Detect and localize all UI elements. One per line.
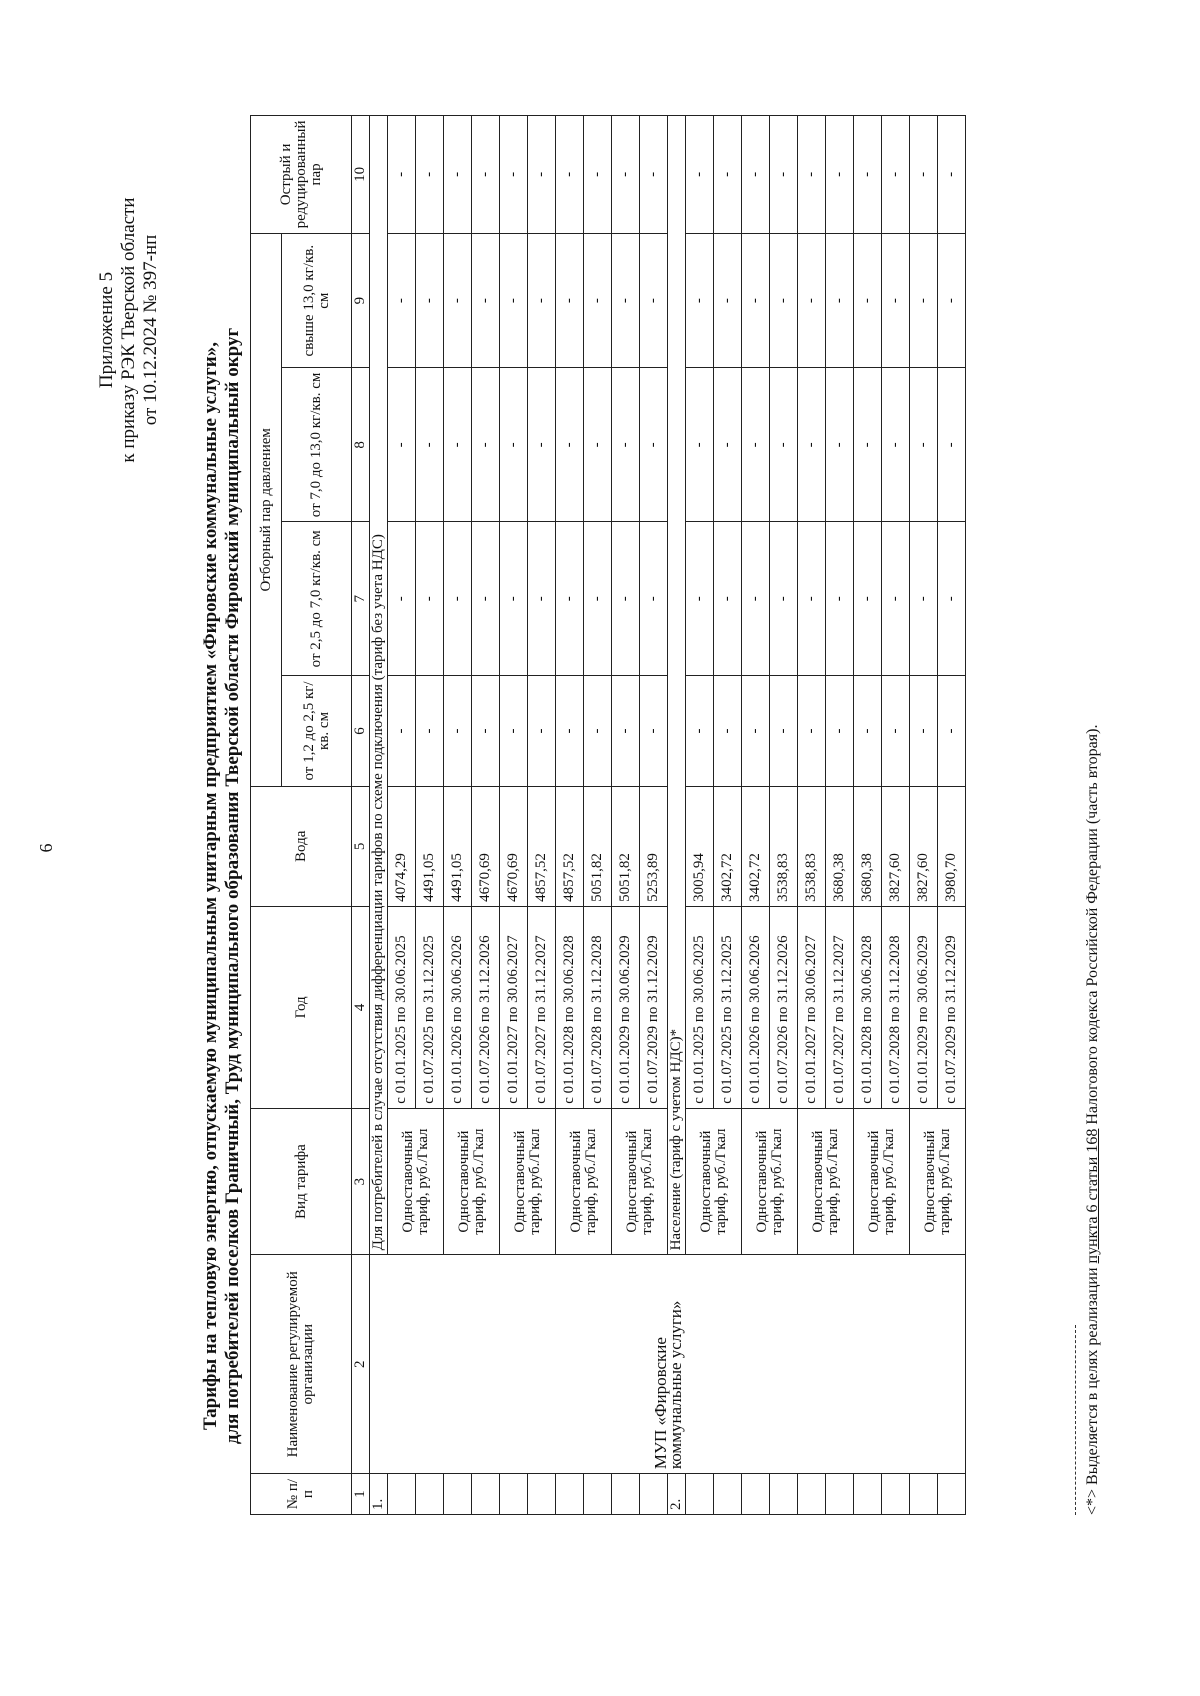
header-org: Наименование регулируемой организации xyxy=(251,1255,352,1474)
steam-tariff-cell: - xyxy=(472,233,500,368)
water-tariff-cell: 3980,70 xyxy=(938,786,966,906)
water-tariff-cell: 5253,89 xyxy=(640,786,668,906)
steam-tariff-cell: - xyxy=(686,676,714,787)
steam-tariff-cell: - xyxy=(472,368,500,522)
water-tariff-cell: 5051,82 xyxy=(612,786,640,906)
steam-tariff-cell: - xyxy=(686,233,714,368)
steam-tariff-cell: - xyxy=(910,676,938,787)
tariff-kind-cell: Одноставочный тариф, руб./Гкал xyxy=(798,1108,854,1255)
steam-tariff-cell: - xyxy=(640,233,668,368)
row-number-cell xyxy=(640,1474,668,1515)
row-number-cell xyxy=(388,1474,416,1515)
steam-tariff-cell: - xyxy=(556,233,584,368)
column-index: 10 xyxy=(352,116,370,234)
steam-tariff-cell: - xyxy=(500,116,528,234)
steam-tariff-cell: - xyxy=(444,116,472,234)
period-cell: с 01.01.2029 по 30.06.2029 xyxy=(612,906,640,1108)
footnote-prefix: <*> Выделяется в целях реализации xyxy=(1084,1263,1101,1515)
steam-tariff-cell: - xyxy=(612,233,640,368)
steam-tariff-cell: - xyxy=(584,522,612,676)
steam-tariff-cell: - xyxy=(388,116,416,234)
column-index-row xyxy=(352,116,370,1515)
steam-tariff-cell: - xyxy=(556,676,584,787)
row-number-cell xyxy=(826,1474,854,1515)
steam-tariff-cell: - xyxy=(910,368,938,522)
period-cell: с 01.01.2029 по 30.06.2029 xyxy=(910,906,938,1108)
header-sharp-steam: Острый и редуцированный пар xyxy=(251,116,352,234)
water-tariff-cell: 4074,29 xyxy=(388,786,416,906)
steam-tariff-cell: - xyxy=(584,676,612,787)
footnote-rule xyxy=(1075,1325,1076,1515)
steam-tariff-cell: - xyxy=(556,116,584,234)
period-cell: с 01.07.2028 по 31.12.2028 xyxy=(584,906,612,1108)
column-index: 4 xyxy=(352,906,370,1108)
header-water: Вода xyxy=(251,786,352,906)
steam-tariff-cell: - xyxy=(388,522,416,676)
steam-tariff-cell: - xyxy=(444,676,472,787)
tariff-kind-cell: Одноставочный тариф, руб./Гкал xyxy=(388,1108,444,1255)
steam-tariff-cell: - xyxy=(472,676,500,787)
tariff-table xyxy=(250,115,966,1515)
steam-tariff-cell: - xyxy=(584,116,612,234)
period-cell: с 01.07.2027 по 31.12.2027 xyxy=(528,906,556,1108)
steam-tariff-cell: - xyxy=(770,676,798,787)
row-number-cell xyxy=(612,1474,640,1515)
steam-tariff-cell: - xyxy=(416,233,444,368)
steam-tariff-cell: - xyxy=(714,522,742,676)
section-title: Для потребителей в случае отсутствия дифференциации тарифов по схеме подключения (тариф без учета НДС) xyxy=(370,116,388,1255)
steam-tariff-cell: - xyxy=(528,676,556,787)
header-pressure-1: от 1,2 до 2,5 кг/кв. см xyxy=(282,676,352,787)
row-number-cell xyxy=(472,1474,500,1515)
steam-tariff-cell: - xyxy=(770,116,798,234)
steam-tariff-cell: - xyxy=(910,233,938,368)
row-number-cell xyxy=(770,1474,798,1515)
steam-tariff-cell: - xyxy=(612,522,640,676)
steam-tariff-cell: - xyxy=(826,676,854,787)
steam-tariff-cell: - xyxy=(798,368,826,522)
tariff-kind-cell: Одноставочный тариф, руб./Гкал xyxy=(612,1108,668,1255)
steam-tariff-cell: - xyxy=(640,522,668,676)
steam-tariff-cell: - xyxy=(686,116,714,234)
period-cell: с 01.07.2029 по 31.12.2029 xyxy=(640,906,668,1108)
steam-tariff-cell: - xyxy=(528,522,556,676)
period-cell: с 01.07.2029 по 31.12.2029 xyxy=(938,906,966,1108)
row-number-cell xyxy=(556,1474,584,1515)
period-cell: с 01.07.2027 по 31.12.2027 xyxy=(826,906,854,1108)
steam-tariff-cell: - xyxy=(388,233,416,368)
water-tariff-cell: 3680,38 xyxy=(826,786,854,906)
steam-tariff-cell: - xyxy=(714,676,742,787)
period-cell: с 01.01.2026 по 30.06.2026 xyxy=(742,906,770,1108)
tariff-kind-cell: Одноставочный тариф, руб./Гкал xyxy=(686,1108,742,1255)
column-index: 1 xyxy=(352,1474,370,1515)
steam-tariff-cell: - xyxy=(854,116,882,234)
steam-tariff-cell: - xyxy=(854,368,882,522)
row-number-cell xyxy=(854,1474,882,1515)
steam-tariff-cell: - xyxy=(500,522,528,676)
period-cell: с 01.01.2025 по 30.06.2025 xyxy=(686,906,714,1108)
header-pressure-4: свыше 13,0 кг/кв. см xyxy=(282,233,352,368)
steam-tariff-cell: - xyxy=(854,676,882,787)
steam-tariff-cell: - xyxy=(500,676,528,787)
row-number-cell xyxy=(500,1474,528,1515)
steam-tariff-cell: - xyxy=(742,676,770,787)
period-cell: с 01.01.2028 по 30.06.2028 xyxy=(854,906,882,1108)
header-year: Год xyxy=(251,906,352,1108)
tariff-kind-cell: Одноставочный тариф, руб./Гкал xyxy=(500,1108,556,1255)
column-index: 8 xyxy=(352,368,370,522)
steam-tariff-cell: - xyxy=(798,116,826,234)
header-kind: Вид тарифа xyxy=(251,1108,352,1255)
water-tariff-cell: 5051,82 xyxy=(584,786,612,906)
row-number-cell xyxy=(686,1474,714,1515)
steam-tariff-cell: - xyxy=(416,368,444,522)
steam-tariff-cell: - xyxy=(444,233,472,368)
steam-tariff-cell: - xyxy=(640,676,668,787)
steam-tariff-cell: - xyxy=(742,233,770,368)
steam-tariff-cell: - xyxy=(798,233,826,368)
water-tariff-cell: 3538,83 xyxy=(798,786,826,906)
period-cell: с 01.07.2026 по 31.12.2026 xyxy=(770,906,798,1108)
organization-name: МУП «Фировские коммунальные услуги» xyxy=(370,1255,966,1474)
water-tariff-cell: 4670,69 xyxy=(472,786,500,906)
steam-tariff-cell: - xyxy=(882,676,910,787)
steam-tariff-cell: - xyxy=(528,233,556,368)
steam-tariff-cell: - xyxy=(640,116,668,234)
row-number-cell xyxy=(798,1474,826,1515)
title-line-2: для потребителей поселков Граничный, Труд муниципального образования Тверской области Фировский муниципальный округ xyxy=(222,327,243,1445)
appendix-line-1: Приложение 5 xyxy=(96,271,117,389)
section-number: 1. xyxy=(370,1474,388,1515)
water-tariff-cell: 3402,72 xyxy=(742,786,770,906)
steam-tariff-cell: - xyxy=(882,116,910,234)
row-number-cell xyxy=(584,1474,612,1515)
row-number-cell xyxy=(938,1474,966,1515)
tariff-kind-cell: Одноставочный тариф, руб./Гкал xyxy=(742,1108,798,1255)
steam-tariff-cell: - xyxy=(584,368,612,522)
water-tariff-cell: 3538,83 xyxy=(770,786,798,906)
document-title xyxy=(200,266,244,1506)
steam-tariff-cell: - xyxy=(686,368,714,522)
steam-tariff-cell: - xyxy=(640,368,668,522)
steam-tariff-cell: - xyxy=(584,233,612,368)
steam-tariff-cell: - xyxy=(882,233,910,368)
tariff-kind-cell: Одноставочный тариф, руб./Гкал xyxy=(910,1108,966,1255)
steam-tariff-cell: - xyxy=(770,522,798,676)
section-row xyxy=(370,116,388,1515)
steam-tariff-cell: - xyxy=(472,522,500,676)
water-tariff-cell: 3827,60 xyxy=(882,786,910,906)
appendix-line-3: от 10.12.2024 № 397-нп xyxy=(140,234,161,426)
steam-tariff-cell: - xyxy=(556,522,584,676)
period-cell: с 01.01.2025 по 30.06.2025 xyxy=(388,906,416,1108)
steam-tariff-cell: - xyxy=(416,522,444,676)
row-number-cell xyxy=(742,1474,770,1515)
steam-tariff-cell: - xyxy=(528,368,556,522)
steam-tariff-cell: - xyxy=(416,676,444,787)
steam-tariff-cell: - xyxy=(826,233,854,368)
appendix-block xyxy=(96,120,162,540)
steam-tariff-cell: - xyxy=(742,116,770,234)
water-tariff-cell: 3005,94 xyxy=(686,786,714,906)
steam-tariff-cell: - xyxy=(910,522,938,676)
steam-tariff-cell: - xyxy=(388,676,416,787)
column-index: 7 xyxy=(352,522,370,676)
water-tariff-cell: 3827,60 xyxy=(910,786,938,906)
water-tariff-cell: 4491,05 xyxy=(444,786,472,906)
column-index: 5 xyxy=(352,786,370,906)
steam-tariff-cell: - xyxy=(770,233,798,368)
water-tariff-cell: 3680,38 xyxy=(854,786,882,906)
period-cell: с 01.07.2025 по 31.12.2025 xyxy=(714,906,742,1108)
steam-tariff-cell: - xyxy=(826,116,854,234)
column-index: 2 xyxy=(352,1255,370,1474)
steam-tariff-cell: - xyxy=(612,676,640,787)
steam-tariff-cell: - xyxy=(714,368,742,522)
steam-tariff-cell: - xyxy=(556,368,584,522)
section-number: 2. xyxy=(668,1474,686,1515)
water-tariff-cell: 4670,69 xyxy=(500,786,528,906)
steam-tariff-cell: - xyxy=(500,368,528,522)
steam-tariff-cell: - xyxy=(528,116,556,234)
page-number: 6 xyxy=(36,843,56,853)
steam-tariff-cell: - xyxy=(742,522,770,676)
steam-tariff-cell: - xyxy=(416,116,444,234)
steam-tariff-cell: - xyxy=(938,368,966,522)
column-index: 3 xyxy=(352,1108,370,1255)
water-tariff-cell: 4857,52 xyxy=(528,786,556,906)
period-cell: с 01.01.2026 по 30.06.2026 xyxy=(444,906,472,1108)
steam-tariff-cell: - xyxy=(444,522,472,676)
steam-tariff-cell: - xyxy=(444,368,472,522)
row-number-cell xyxy=(882,1474,910,1515)
steam-tariff-cell: - xyxy=(826,522,854,676)
period-cell: с 01.07.2028 по 31.12.2028 xyxy=(882,906,910,1108)
row-number-cell xyxy=(714,1474,742,1515)
appendix-line-2: к приказу РЭК Тверской области xyxy=(118,197,139,463)
water-tariff-cell: 4491,05 xyxy=(416,786,444,906)
steam-tariff-cell: - xyxy=(770,368,798,522)
steam-tariff-cell: - xyxy=(882,368,910,522)
section-title: Население (тариф с учетом НДС)* xyxy=(668,116,686,1255)
steam-tariff-cell: - xyxy=(742,368,770,522)
period-cell: с 01.01.2027 по 30.06.2027 xyxy=(500,906,528,1108)
steam-tariff-cell: - xyxy=(854,233,882,368)
steam-tariff-cell: - xyxy=(938,116,966,234)
steam-tariff-cell: - xyxy=(938,233,966,368)
steam-tariff-cell: - xyxy=(612,368,640,522)
period-cell: с 01.07.2025 по 31.12.2025 xyxy=(416,906,444,1108)
steam-tariff-cell: - xyxy=(472,116,500,234)
tariff-kind-cell: Одноставочный тариф, руб./Гкал xyxy=(556,1108,612,1255)
steam-tariff-cell: - xyxy=(686,522,714,676)
row-number-cell xyxy=(444,1474,472,1515)
title-line-1: Тарифы на тепловую энергию, отпускаемую муниципальным унитарным предприятием «Фировские коммунальные услуги», xyxy=(200,341,221,1431)
period-cell: с 01.01.2028 по 30.06.2028 xyxy=(556,906,584,1108)
steam-tariff-cell: - xyxy=(882,522,910,676)
row-number-cell xyxy=(910,1474,938,1515)
column-index: 6 xyxy=(352,676,370,787)
tariff-kind-cell: Одноставочный тариф, руб./Гкал xyxy=(444,1108,500,1255)
footnote xyxy=(1075,725,1102,1515)
steam-tariff-cell: - xyxy=(612,116,640,234)
column-index: 9 xyxy=(352,233,370,368)
steam-tariff-cell: - xyxy=(938,522,966,676)
steam-tariff-cell: - xyxy=(910,116,938,234)
steam-tariff-cell: - xyxy=(826,368,854,522)
header-num: № п/ п xyxy=(251,1474,352,1515)
row-number-cell xyxy=(528,1474,556,1515)
steam-tariff-cell: - xyxy=(714,116,742,234)
steam-tariff-cell: - xyxy=(500,233,528,368)
header-pressure-2: от 2,5 до 7,0 кг/кв. см xyxy=(282,522,352,676)
tariff-kind-cell: Одноставочный тариф, руб./Гкал xyxy=(854,1108,910,1255)
steam-tariff-cell: - xyxy=(714,233,742,368)
footnote-law-reference: пункта 6 статьи 168 xyxy=(1084,1128,1101,1264)
steam-tariff-cell: - xyxy=(938,676,966,787)
row-number-cell xyxy=(416,1474,444,1515)
header-steam-group: Отборный пар давлением xyxy=(251,233,282,786)
header-pressure-3: от 7,0 до 13,0 кг/кв. см xyxy=(282,368,352,522)
water-tariff-cell: 3402,72 xyxy=(714,786,742,906)
water-tariff-cell: 4857,52 xyxy=(556,786,584,906)
steam-tariff-cell: - xyxy=(798,522,826,676)
steam-tariff-cell: - xyxy=(854,522,882,676)
footnote-suffix: Налогового кодекса Российской Федерации (часть вторая). xyxy=(1084,724,1101,1129)
steam-tariff-cell: - xyxy=(798,676,826,787)
period-cell: с 01.01.2027 по 30.06.2027 xyxy=(798,906,826,1108)
period-cell: с 01.07.2026 по 31.12.2026 xyxy=(472,906,500,1108)
steam-tariff-cell: - xyxy=(388,368,416,522)
